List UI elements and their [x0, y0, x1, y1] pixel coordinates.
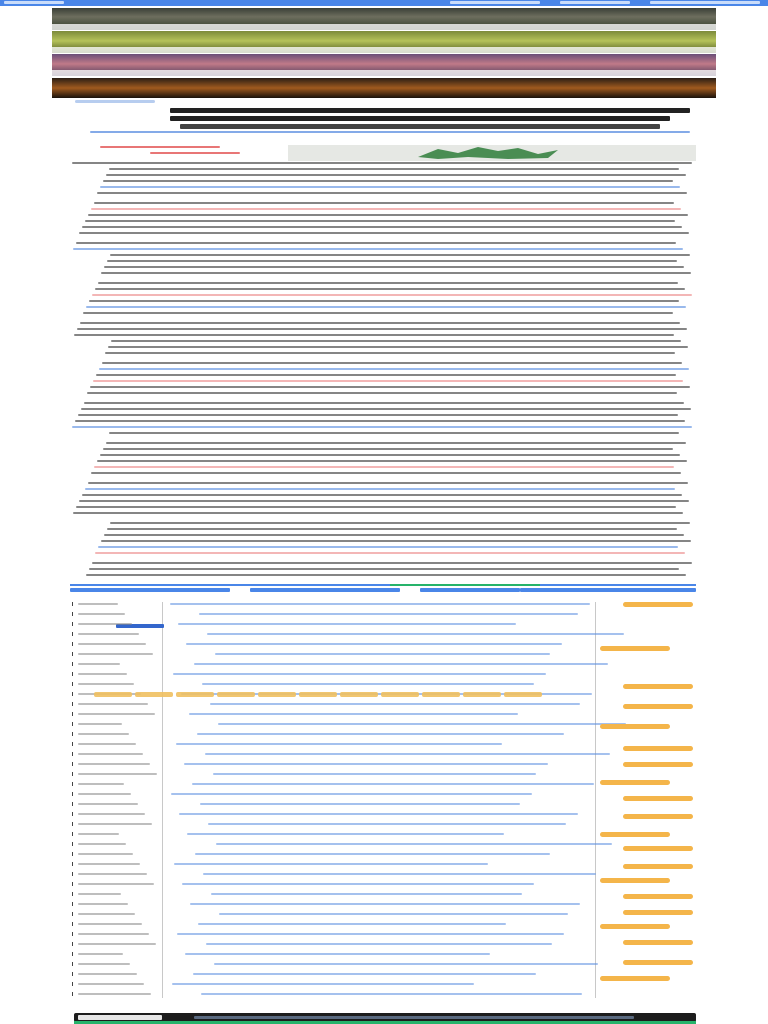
banner-caption	[52, 47, 716, 53]
result-row-link[interactable]	[207, 633, 624, 635]
row-marker	[72, 702, 73, 706]
tag-chip[interactable]	[422, 692, 460, 697]
tag-chip[interactable]	[299, 692, 337, 697]
row-marker	[72, 872, 73, 876]
banner-caption	[52, 70, 716, 76]
tag-chip[interactable]	[463, 692, 501, 697]
article-text-line	[80, 322, 680, 324]
article-text-line	[98, 546, 678, 548]
result-row-label	[78, 843, 126, 845]
result-row-label	[78, 963, 130, 965]
action-pill-button[interactable]	[623, 960, 693, 965]
tag-chip[interactable]	[258, 692, 296, 697]
top-nav-bar	[0, 0, 768, 6]
article-text-line	[102, 362, 682, 364]
row-marker	[72, 932, 73, 936]
result-row-label	[78, 823, 152, 825]
result-row-label	[78, 673, 127, 675]
result-row-link[interactable]	[185, 953, 490, 955]
result-row-label	[78, 663, 120, 665]
article-text-line	[107, 528, 677, 530]
map-image[interactable]	[288, 145, 696, 161]
action-pill-button[interactable]	[623, 846, 693, 851]
row-marker	[72, 822, 73, 826]
article-text-line	[92, 562, 692, 564]
result-row-label	[78, 733, 129, 735]
photo-banner-2[interactable]	[52, 31, 716, 53]
action-pill-button[interactable]	[600, 646, 670, 651]
row-marker	[72, 782, 73, 786]
action-pill-button[interactable]	[600, 976, 670, 981]
action-pill-button[interactable]	[623, 746, 693, 751]
result-row-label	[78, 773, 157, 775]
article-text-line	[103, 180, 673, 182]
tag-chip[interactable]	[94, 692, 132, 697]
action-pill-button[interactable]	[623, 940, 693, 945]
row-marker	[72, 842, 73, 846]
result-row-link[interactable]	[170, 603, 590, 605]
tab-1[interactable]	[70, 588, 230, 592]
article-text-line	[111, 340, 681, 342]
result-row-link[interactable]	[187, 833, 504, 835]
result-row-label	[78, 813, 145, 815]
article-title-line	[170, 108, 690, 113]
result-row-link[interactable]	[199, 613, 578, 615]
article-text-line	[101, 540, 691, 542]
article-text-line	[105, 352, 675, 354]
row-marker	[72, 692, 73, 696]
article-text-line	[107, 260, 677, 262]
result-row-link[interactable]	[190, 903, 580, 905]
row-marker	[72, 762, 73, 766]
result-row-link[interactable]	[202, 683, 534, 685]
result-row-link[interactable]	[189, 713, 518, 715]
article-text-line	[89, 300, 679, 302]
result-row-label	[78, 643, 146, 645]
row-marker	[72, 622, 73, 626]
row-marker	[72, 802, 73, 806]
article-title-line	[170, 116, 670, 121]
article-text-line	[95, 288, 685, 290]
article-text-line	[110, 522, 690, 524]
footer-links[interactable]	[194, 1016, 634, 1019]
result-row-link[interactable]	[218, 723, 626, 725]
article-text-line	[82, 226, 682, 228]
article-text-line	[76, 242, 676, 244]
result-row-link[interactable]	[172, 983, 474, 985]
section-divider-accent	[390, 584, 540, 586]
article-text-line	[96, 374, 676, 376]
row-marker	[72, 942, 73, 946]
result-row-link[interactable]	[177, 933, 564, 935]
tab-3[interactable]	[420, 588, 520, 592]
result-row-label	[78, 793, 131, 795]
result-row-link[interactable]	[193, 973, 536, 975]
result-row-label	[78, 863, 140, 865]
column-divider	[595, 602, 596, 998]
article-text-line	[77, 328, 687, 330]
result-row-link[interactable]	[200, 803, 520, 805]
byline-links[interactable]	[90, 131, 690, 133]
row-marker	[72, 732, 73, 736]
row-marker	[72, 852, 73, 856]
row-marker	[72, 652, 73, 656]
article-text-line	[76, 506, 676, 508]
article-text-line	[104, 534, 684, 536]
row-marker	[72, 882, 73, 886]
row-marker	[72, 712, 73, 716]
article-text-line	[91, 472, 681, 474]
result-row-link[interactable]	[214, 963, 598, 965]
result-row-link[interactable]	[192, 783, 594, 785]
article-text-line	[79, 232, 689, 234]
result-row-label	[78, 603, 118, 605]
article-text-line	[90, 386, 690, 388]
result-row-label	[78, 923, 142, 925]
row-marker	[72, 982, 73, 986]
results-panel	[70, 588, 696, 998]
article-body	[0, 0, 1, 1]
result-row-link[interactable]	[194, 663, 608, 665]
tag-chip[interactable]	[176, 692, 214, 697]
action-pill-button[interactable]	[623, 864, 693, 869]
tab-bar	[70, 588, 696, 594]
result-row-label	[78, 743, 136, 745]
nav-link[interactable]	[450, 1, 540, 4]
nav-link[interactable]	[560, 1, 630, 4]
article-text-line	[94, 466, 674, 468]
article-text-line	[75, 420, 685, 422]
row-marker	[72, 992, 73, 996]
result-row-label	[78, 753, 143, 755]
row-marker	[72, 832, 73, 836]
result-row-link[interactable]	[213, 773, 536, 775]
result-row-link[interactable]	[206, 943, 552, 945]
result-row-label	[78, 713, 155, 715]
article-text-line	[84, 402, 684, 404]
action-pill-button[interactable]	[600, 724, 670, 729]
action-pill-button[interactable]	[623, 894, 693, 899]
row-marker	[72, 922, 73, 926]
row-marker	[72, 972, 73, 976]
action-pill-button[interactable]	[623, 814, 693, 819]
result-row-link[interactable]	[179, 813, 578, 815]
section-divider	[70, 584, 696, 586]
photo-banner-1[interactable]	[52, 8, 716, 30]
article-text-line	[100, 454, 680, 456]
article-text-line	[104, 266, 684, 268]
article-text-line	[109, 432, 679, 434]
article-text-line	[79, 500, 689, 502]
tag-chip[interactable]	[135, 692, 173, 697]
row-marker	[72, 662, 73, 666]
alert-text	[150, 152, 240, 154]
article-text-line	[85, 488, 675, 490]
article-text-line	[106, 174, 686, 176]
article-text-line	[88, 482, 688, 484]
article-text-line	[83, 312, 673, 314]
result-row-link[interactable]	[195, 853, 550, 855]
result-row-label	[78, 883, 154, 885]
article-text-line	[86, 306, 686, 308]
row-marker	[72, 952, 73, 956]
footer-search-input[interactable]	[78, 1015, 162, 1020]
alert-text	[100, 146, 220, 148]
article-kicker	[75, 100, 155, 103]
result-row-label	[78, 873, 147, 875]
tag-chip[interactable]	[504, 692, 542, 697]
action-pill-button[interactable]	[600, 832, 670, 837]
row-marker	[72, 862, 73, 866]
action-pill-button[interactable]	[600, 924, 670, 929]
row-marker	[72, 772, 73, 776]
result-row-label	[78, 893, 121, 895]
article-text-line	[108, 346, 688, 348]
article-text-line	[106, 442, 686, 444]
result-row-link[interactable]	[215, 653, 550, 655]
tag-chip[interactable]	[381, 692, 419, 697]
photo-banner-4[interactable]	[52, 78, 716, 98]
article-text-line	[78, 414, 678, 416]
row-marker	[72, 792, 73, 796]
article-text-line	[81, 408, 691, 410]
result-row-label	[78, 613, 125, 615]
banner-caption	[52, 24, 716, 30]
article-text-line	[87, 392, 677, 394]
article-text-line	[86, 574, 686, 576]
action-pill-button[interactable]	[623, 910, 693, 915]
result-row-label	[78, 683, 134, 685]
result-row-link[interactable]	[216, 843, 612, 845]
result-row-link[interactable]	[208, 823, 566, 825]
row-marker	[72, 672, 73, 676]
article-text-line	[95, 552, 685, 554]
result-row-link[interactable]	[203, 873, 596, 875]
result-row-label	[78, 853, 133, 855]
article-text-line	[73, 248, 683, 250]
article-text-line	[99, 368, 689, 370]
result-row-link[interactable]	[173, 673, 546, 675]
result-row-label	[78, 943, 156, 945]
result-row-link[interactable]	[197, 733, 564, 735]
article-text-line	[109, 168, 679, 170]
result-row-label	[78, 763, 150, 765]
result-row-label	[78, 633, 139, 635]
article-text-line	[89, 568, 679, 570]
row-marker	[72, 602, 73, 606]
result-row-label	[78, 953, 123, 955]
action-pill-button[interactable]	[623, 762, 693, 767]
photo-banner-3[interactable]	[52, 54, 716, 76]
article-text-line	[94, 202, 674, 204]
result-row-label	[78, 623, 132, 625]
action-pill-button[interactable]	[600, 780, 670, 785]
row-marker	[72, 742, 73, 746]
article-text-line	[98, 282, 678, 284]
article-text-line	[97, 460, 687, 462]
row-marker	[72, 752, 73, 756]
article-text-line	[72, 162, 692, 164]
row-marker	[72, 632, 73, 636]
result-row-link[interactable]	[198, 923, 506, 925]
result-row-label	[78, 993, 151, 995]
result-row-link[interactable]	[182, 883, 534, 885]
action-pill-button[interactable]	[623, 602, 693, 607]
result-row-link[interactable]	[184, 763, 548, 765]
row-marker	[72, 912, 73, 916]
result-row-link[interactable]	[205, 753, 610, 755]
row-marker	[72, 812, 73, 816]
action-pill-button[interactable]	[600, 878, 670, 883]
result-row-link[interactable]	[186, 643, 562, 645]
article-text-line	[100, 186, 680, 188]
result-row-link[interactable]	[211, 893, 522, 895]
action-pill-button[interactable]	[623, 704, 693, 709]
result-row-label	[78, 803, 138, 805]
result-row-link[interactable]	[174, 863, 488, 865]
nav-link-home[interactable]	[4, 1, 64, 4]
result-row-link[interactable]	[201, 993, 582, 995]
article-text-line	[110, 254, 690, 256]
result-row-label	[78, 783, 124, 785]
result-row-link[interactable]	[171, 793, 532, 795]
result-row-label	[78, 723, 122, 725]
tab-4[interactable]	[520, 588, 696, 592]
tag-chip[interactable]	[340, 692, 378, 697]
article-text-line	[93, 380, 683, 382]
article-text-line	[91, 208, 681, 210]
row-marker	[72, 962, 73, 966]
result-row-label	[78, 933, 149, 935]
result-row-link[interactable]	[176, 743, 502, 745]
row-marker	[72, 642, 73, 646]
result-row-link[interactable]	[219, 913, 568, 915]
article-text-line	[97, 192, 687, 194]
row-marker	[72, 682, 73, 686]
result-row-label	[78, 653, 153, 655]
result-row-label	[78, 903, 128, 905]
tag-chip[interactable]	[217, 692, 255, 697]
row-marker	[72, 892, 73, 896]
article-text-line	[92, 294, 692, 296]
article-text-line	[88, 214, 688, 216]
row-marker	[72, 612, 73, 616]
article-text-line	[85, 220, 675, 222]
result-row-label	[78, 703, 148, 705]
article-text-line	[74, 334, 674, 336]
result-row-label	[78, 973, 137, 975]
column-divider	[162, 602, 163, 998]
result-row-label	[78, 833, 119, 835]
article-title-line	[180, 124, 660, 129]
tab-2[interactable]	[250, 588, 400, 592]
result-row-link[interactable]	[210, 703, 580, 705]
nav-link[interactable]	[650, 1, 760, 4]
action-pill-button[interactable]	[623, 684, 693, 689]
result-row-link[interactable]	[178, 623, 516, 625]
article-text-line	[82, 494, 682, 496]
article-text-line	[73, 512, 683, 514]
article-text-line	[101, 272, 691, 274]
row-marker	[72, 902, 73, 906]
result-row-label	[78, 913, 135, 915]
article-text-line	[103, 448, 673, 450]
row-marker	[72, 722, 73, 726]
result-row-label	[78, 983, 144, 985]
article-text-line	[72, 426, 692, 428]
action-pill-button[interactable]	[623, 796, 693, 801]
